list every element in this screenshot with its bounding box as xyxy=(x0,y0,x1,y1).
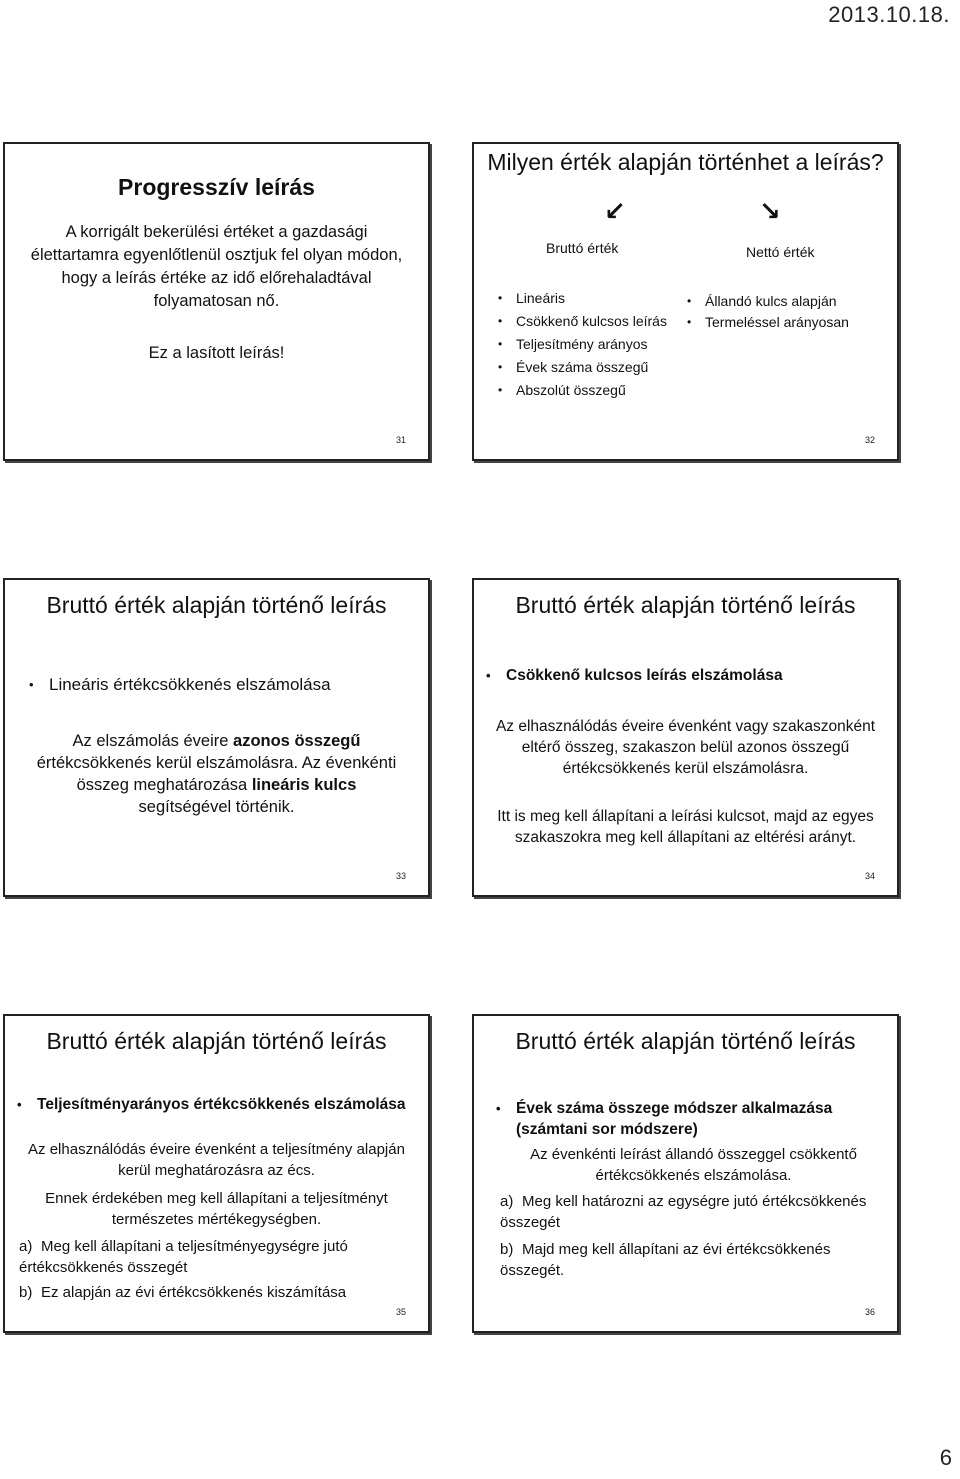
slide-title: Bruttó érték alapján történő leírás xyxy=(515,592,856,618)
body-text: értékcsökkenés kerül elszámolásra. Az évenkénti összeg meghatározása xyxy=(36,754,397,794)
slide-bullet xyxy=(17,1094,417,1115)
bullet-text: Teljesítményarányos értékcsökkenés elszámolása xyxy=(37,1096,406,1113)
slide-note: Ez a lasított leírás! xyxy=(148,344,285,362)
list-item-a xyxy=(500,1191,883,1233)
bullet-icon: • xyxy=(17,1097,22,1112)
slide-number: 31 xyxy=(395,435,406,445)
slide-32 xyxy=(472,142,899,461)
arrow-down-left-icon: ↙ xyxy=(604,196,626,226)
gross-value-heading: Bruttó érték xyxy=(546,240,619,256)
slide-bullet xyxy=(496,1098,886,1140)
net-methods-list xyxy=(687,291,897,333)
body-text: segítségével történik. xyxy=(138,798,295,816)
list-item: • Abszolút összegű xyxy=(498,380,698,401)
list-item-b xyxy=(500,1239,883,1281)
slide-number: 33 xyxy=(395,871,406,881)
slide-35 xyxy=(3,1014,430,1333)
slide-body-1: Az elhasználódás éveire évenként vagy szakaszonként eltérő összeg, szakaszon belül azonos összegű értékcsökkenés kerül elszámolásra. xyxy=(495,718,876,777)
list-marker: a) xyxy=(500,1193,514,1210)
list-marker: b) xyxy=(19,1284,33,1301)
bullet-text: Lineáris értékcsökkenés elszámolása xyxy=(49,675,331,694)
header-date: 2013.10.18. xyxy=(828,2,950,27)
slide-title: Bruttó érték alapján történő leírás xyxy=(46,592,387,618)
page-number: 6 xyxy=(939,1445,952,1470)
list-item: • Teljesítmény arányos xyxy=(498,334,698,355)
slide-title: Bruttó érték alapján történő leírás xyxy=(515,1028,856,1054)
slide-number: 32 xyxy=(864,435,875,445)
list-item: • Állandó kulcs alapján xyxy=(687,291,897,312)
list-text: Majd meg kell állapítani az évi értékcsökkenés összegét. xyxy=(500,1241,831,1279)
slide-number: 35 xyxy=(395,1307,406,1317)
list-item: • Lineáris xyxy=(498,288,698,309)
list-text: Ez alapján az évi értékcsökkenés kiszámítása xyxy=(41,1284,347,1301)
list-text: Meg kell állapítani a teljesítményegységre jutó értékcsökkenés összegét xyxy=(19,1238,348,1276)
gross-methods-list xyxy=(498,288,698,403)
slide-body-2: Itt is meg kell állapítani a leírási kulcsot, majd az egyes szakaszokra meg kell állapítani az eltérési arányt. xyxy=(497,808,874,846)
slide-title: Milyen érték alapján történhet a leírás? xyxy=(487,149,884,175)
list-item-a xyxy=(19,1236,414,1278)
slide-bullet xyxy=(29,672,409,697)
list-marker: a) xyxy=(19,1238,33,1255)
slide-31 xyxy=(3,142,430,461)
body-text-bold: azonos összegű xyxy=(233,732,361,750)
net-value-heading: Nettó érték xyxy=(746,244,815,260)
slide-body-2: Ennek érdekében meg kell állapítani a teljesítményt természetes mértékegységben. xyxy=(45,1190,388,1228)
list-item: • Évek száma összegű xyxy=(498,357,698,378)
slide-title: Progresszív leírás xyxy=(118,174,315,200)
list-item: • Csökkenő kulcsos leírás xyxy=(498,311,698,332)
slide-number: 36 xyxy=(864,1307,875,1317)
slide-33 xyxy=(3,578,430,897)
body-text-bold: lineáris kulcs xyxy=(251,776,357,794)
slide-36 xyxy=(472,1014,899,1333)
bullet-icon: • xyxy=(496,1101,501,1116)
bullet-icon: • xyxy=(29,677,34,692)
arrow-down-right-icon: ↘ xyxy=(759,196,781,226)
slide-bullet xyxy=(486,666,886,686)
slide-body-1: Az elhasználódás éveire évenként a teljesítmény alapján kerül meghatározásra az écs. xyxy=(28,1141,405,1179)
list-marker: b) xyxy=(500,1241,514,1258)
slide-34 xyxy=(472,578,899,897)
bullet-text: Csökkenő kulcsos leírás elszámolása xyxy=(506,667,783,684)
bullet-text: Évek száma összege módszer alkalmazása (számtani sor módszere) xyxy=(516,1100,833,1138)
slide-body xyxy=(35,730,398,818)
list-item: • Termeléssel arányosan xyxy=(687,312,897,333)
slide-title: Bruttó érték alapján történő leírás xyxy=(46,1028,387,1054)
list-item-b xyxy=(19,1282,414,1303)
body-text: Az elszámolás éveire xyxy=(72,732,234,750)
slide-body-1: Az évenkénti leírást állandó összeggel csökkentő értékcsökkenés elszámolása. xyxy=(530,1146,857,1184)
slide-paragraph: A korrigált bekerülési értéket a gazdasági élettartamra egyenlőtlenül osztjuk fel olyan módon, hogy a leírás értéke az idő előrehaladtával folyamatosan nő. xyxy=(30,223,403,310)
slide-number: 34 xyxy=(864,871,875,881)
list-text: Meg kell határozni az egységre jutó értékcsökkenés összegét xyxy=(500,1193,867,1231)
bullet-icon: • xyxy=(486,668,491,683)
